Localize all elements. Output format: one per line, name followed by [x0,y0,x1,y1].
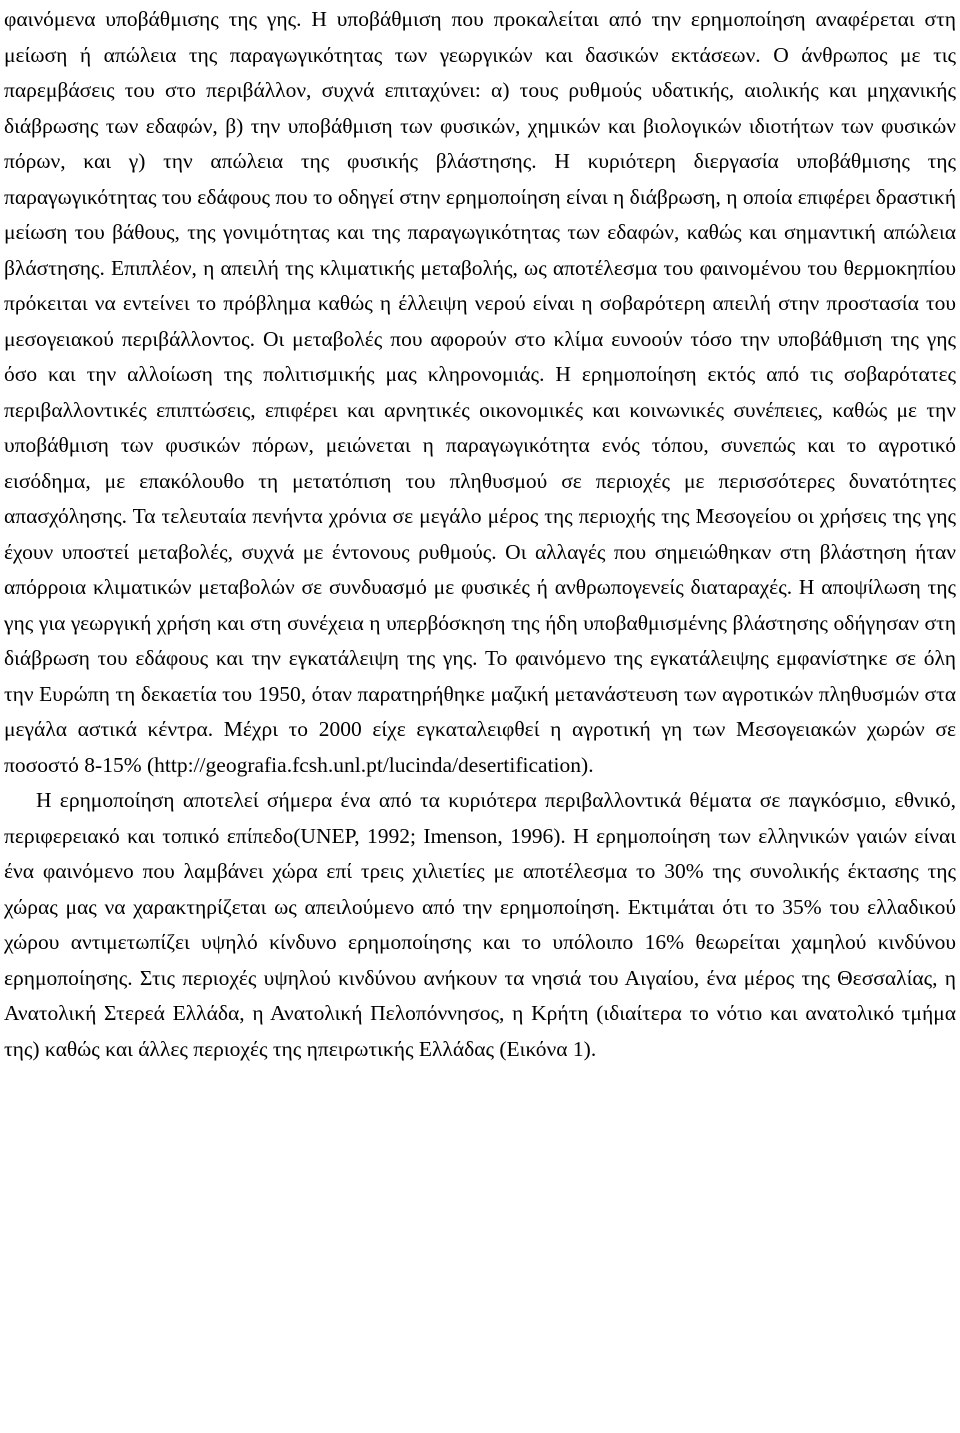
sentence: φαινόμενα υποβάθμισης της γης. Η υποβάθμιση που προκαλείται από την ερημοποίηση αναφέρεται στη μείωση ή απώλεια της παραγωγικότητας των γεωργικών και δασικών εκτάσεων. [4,7,956,67]
paragraph-1 [4,2,956,783]
sentence: Το φαινόμενο της εγκατάλειψης εμφανίστηκε σε όλη την Ευρώπη τη δεκαετία του 1950, όταν παρατηρήθηκε μαζική μετανάστευση των αγροτικών πληθυσμών στα μεγάλα αστικά κέντρα. [4,646,956,741]
document-page [4,2,956,1067]
sentence: Η ερημοποίηση αποτελεί σήμερα ένα από τα κυριότερα περιβαλλοντικά θέματα σε παγκόσμιο, εθνικό, περιφερειακό και τοπικό επίπεδο(UNEP, 1992; Imenson, 1996). [4,788,956,848]
paragraph-2 [4,783,956,1067]
sentence: Εκτιμάται ότι το 35% του ελλαδικού χώρου αντιμετωπίζει υψηλό κίνδυνο ερημοποίησης και το υπόλοιπο 16% θεωρείται χαμηλού κινδύνου ερημοποίησης. [4,894,956,990]
sentence: Τα τελευταία πενήντα χρόνια σε μεγάλο μέρος της περιοχής της Μεσογείου οι χρήσεις της γης έχουν υποστεί μεταβολές, συχνά με έντονους ρυθμούς. [4,504,956,564]
sentence: Η ερημοποίηση των ελληνικών γαιών είναι ένα φαινόμενο που λαμβάνει χώρα επί τρεις χιλιετίες με αποτέλεσμα το 30% της συνολικής έκτασης της χώρας μας να χαρακτηρίζεται ως απειλούμενο από την ερημοποίηση. [4,823,956,919]
sentence: Η κυριότερη διεργασία υποβάθμισης της παραγωγικότητας του εδάφους που το οδηγεί στην ερημοποίηση είναι η διάβρωση, η οποία επιφέρει δραστική μείωση του βάθους, της γονιμότητας και της παραγωγικότητας των εδαφών, καθώς και σημαντική απώλεια βλάστησης. [4,149,957,280]
sentence: Στις περιοχές υψηλού κινδύνου ανήκουν τα νησιά του Αιγαίου, ένα μέρος της Θεσσαλίας, η Ανατολική Στερεά Ελλάδα, η Ανατολική Πελοπόννησος, η Κρήτη (ιδιαίτερα το νότιο και ανατολικό τμήμα της) καθώς και άλλες περιοχές της ηπειρωτικής Ελλάδας (Εικόνα 1). [4,965,957,1061]
sentence: Μέχρι το 2000 είχε εγκαταλειφθεί η αγροτική γη των Μεσογειακών χωρών σε ποσοστό 8-15% (http://geografia.fcsh.unl.pt/lucinda/desertification). [4,717,957,777]
sentence: Ο άνθρωπος με τις παρεμβάσεις του στο περιβάλλον, συχνά επιταχύνει: α) τους ρυθμούς υδατικής, αιολικής και μηχανικής διάβρωσης των εδαφών, β) την υποβάθμιση των φυσικών, χημικών και βιολογικών ιδιοτήτων των φυσικών πόρων, και γ) την απώλεια της φυσικής βλάστησης. [4,42,957,173]
sentence: Η ερημοποίηση εκτός από τις σοβαρότατες περιβαλλοντικές επιπτώσεις, επιφέρει και αρνητικές οικονομικές και κοινωνικές συνέπειες, καθώς με την υποβάθμιση των φυσικών πόρων, μειώνεται η παραγωγικότητα ενός τόπου, συνεπώς και το αγροτικό εισόδημα, με επακόλουθο τη μετατόπιση του πληθυσμού σε περιοχές με περισσότερες δυνατότητες απασχόλησης. [4,362,957,528]
sentence: Επιπλέον, η απειλή της κλιματικής μεταβολής, ως αποτέλεσμα του φαινομένου του θερμοκηπίου πρόκειται να εντείνει το πρόβλημα καθώς η έλλειψη νερού είναι η σοβαρότερη απειλή στην προστασία του μεσογειακού περιβάλλοντος. [4,255,957,351]
sentence: Οι μεταβολές που αφορούν στο κλίμα ευνοούν τόσο την υποβάθμιση της γης όσο και την αλλοίωση της πολιτισμικής μας κληρονομιάς. [4,326,957,386]
sentence: Οι αλλαγές που σημειώθηκαν στη βλάστηση ήταν απόρροια κλιματικών μεταβολών σε συνδυασμό με φυσικές ή ανθρωπογενείς διαταραχές. [4,539,956,599]
sentence: Η αποψίλωση της γης για γεωργική χρήση και στη συνέχεια η υπερβόσκηση της ήδη υποβαθμισμένης βλάστησης οδήγησαν στη διάβρωση του εδάφους και την εγκατάλειψη της γης. [4,575,957,670]
